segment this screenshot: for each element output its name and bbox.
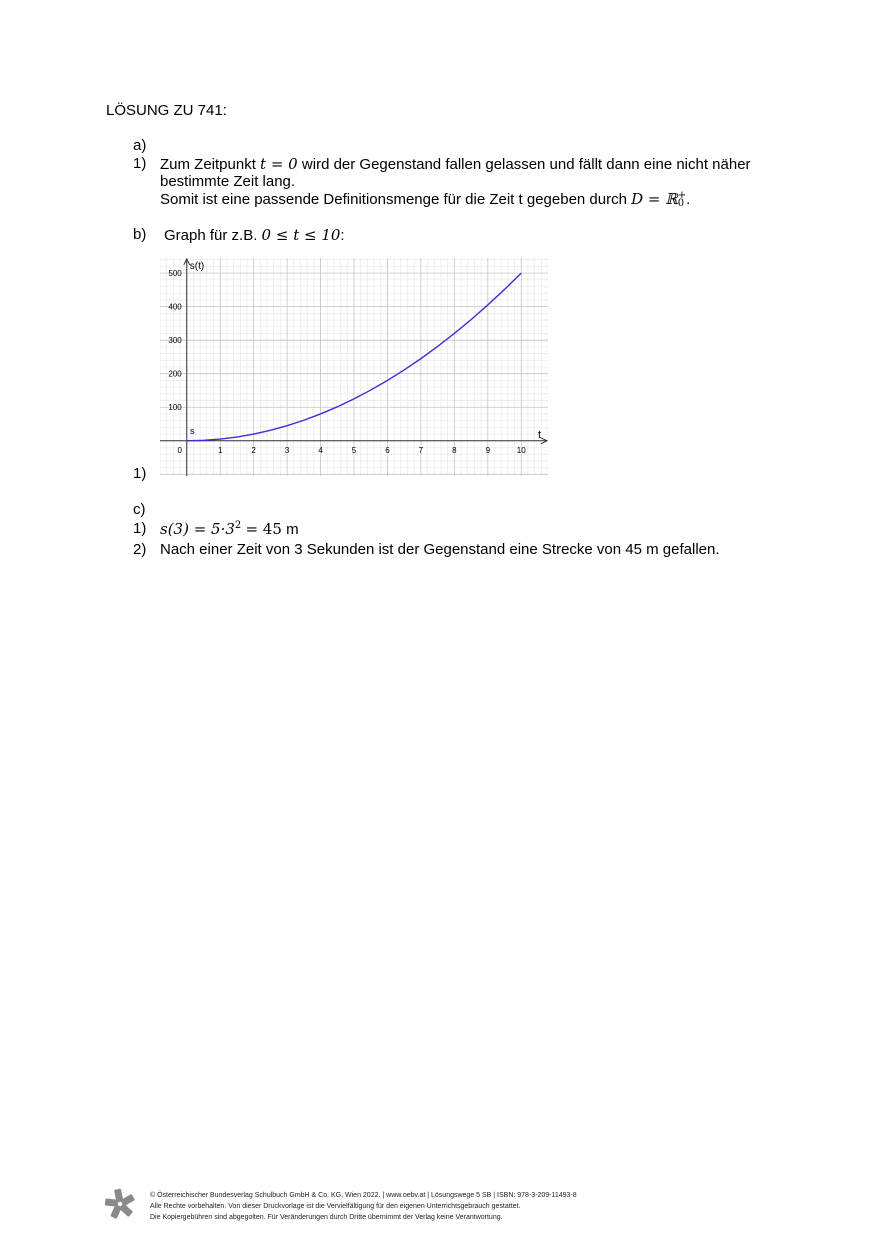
x-tick-label: 3 [284, 445, 290, 455]
footer-line-1: © Österreichischer Bundesverlag Schulbuch GmbH & Co. KG, Wien 2022. | www.oebv.at | Lösungswege 5 SB | ISBN: 978-3-209-11493-8 [150, 1192, 577, 1199]
y-tick-label: 500 [168, 269, 182, 279]
x-tick-label: 5 [351, 445, 357, 455]
part-a-line1 [160, 155, 751, 174]
curve-label-s: s [189, 425, 195, 436]
x-tick-label: 0 [177, 445, 182, 455]
part-a-line3 [160, 190, 690, 209]
part-a-line3-math: D = ℝ [631, 190, 678, 208]
part-b-text [164, 226, 345, 245]
part-c-item2-number: 2) [133, 541, 147, 558]
part-a-line1-pre: Zum Zeitpunkt [160, 156, 256, 173]
part-c-item1-unit: m [286, 521, 299, 538]
part-c-item2: Nach einer Zeit von 3 Sekunden ist der Gegenstand eine Strecke von 45 m gefallen. [160, 541, 720, 558]
footer-line-2: Alle Rechte vorbehalten. Von dieser Druckvorlage ist die Vervielfältigung für den eigenen Unterrichtsgebrauch gestattet. [150, 1203, 521, 1210]
part-b-text-pre: Graph für z.B. [164, 227, 258, 244]
part-b-item1-number: 1) [133, 465, 147, 482]
part-a-line3-sup: + [677, 190, 687, 201]
part-a-line3-sub: 0 [677, 198, 685, 209]
page-title: LÖSUNG ZU 741: [106, 102, 227, 119]
part-c-item1-sup: 2 [234, 520, 242, 531]
x-tick-label: 10 [516, 445, 526, 455]
part-c-item1-number: 1) [133, 520, 147, 537]
part-b-text-end: : [340, 227, 345, 244]
part-a-line2: bestimmte Zeit lang. [160, 173, 296, 190]
part-c-label: c) [133, 501, 146, 518]
x-tick-label: 2 [251, 445, 256, 455]
x-tick-label: 6 [385, 445, 390, 455]
y-axis-label: s(t) [189, 261, 205, 272]
graph-s-of-t [160, 258, 548, 476]
part-a-label: a) [133, 137, 147, 154]
part-c-item1-math: s(3) = 5·3 [160, 520, 235, 538]
y-tick-label: 200 [168, 369, 182, 379]
x-tick-label: 9 [485, 445, 491, 455]
part-a-line1-math: t = 0 [260, 155, 298, 173]
y-tick-label: 100 [168, 403, 182, 413]
publisher-logo-icon [104, 1188, 136, 1220]
axes [160, 259, 547, 476]
part-c-item1 [160, 520, 299, 539]
part-c-item1-math2: = 45 [245, 520, 282, 538]
part-a-line1-post: wird der Gegenstand fallen gelassen und fällt dann eine nicht näher [301, 156, 751, 173]
part-a-line3-supsub [678, 192, 686, 208]
x-axis-label: t [538, 428, 542, 441]
part-a-line3-end: . [686, 191, 691, 208]
part-b-label: b) [133, 226, 147, 243]
y-tick-label: 300 [168, 336, 182, 346]
part-a-line3-pre: Somit ist eine passende Definitionsmenge für die Zeit t gegeben durch [160, 191, 627, 208]
y-tick-label: 400 [168, 302, 182, 312]
x-tick-label: 8 [452, 445, 457, 455]
x-tick-label: 1 [217, 445, 223, 455]
x-tick-label: 4 [318, 445, 323, 455]
part-b-text-math: 0 ≤ t ≤ 10 [261, 226, 341, 244]
part-a-item1-number: 1) [133, 155, 147, 172]
footer-line-3: Die Kopiergebühren sind abgegolten. Für Veränderungen durch Dritte übernimmt der Verlag keine Verantwortung. [150, 1214, 503, 1221]
x-tick-label: 7 [418, 445, 424, 455]
